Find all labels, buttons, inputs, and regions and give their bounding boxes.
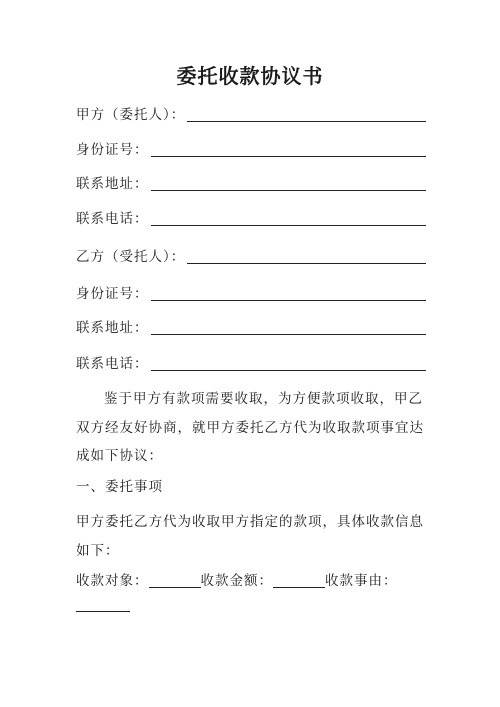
- party-b-name-blank[interactable]: [187, 247, 426, 264]
- party-b-name-field: [76, 245, 426, 267]
- party-b-address-field: [76, 316, 426, 338]
- section-1-text: 甲方委托乙方代为收取甲方指定的款项，具体收款信息如下：: [76, 514, 424, 559]
- collection-info-row: [76, 571, 426, 591]
- party-a-address-field: [76, 172, 426, 194]
- party-b-phone-blank[interactable]: [151, 354, 427, 371]
- party-a-name-blank[interactable]: [187, 105, 426, 122]
- party-a-phone-field: [76, 207, 426, 229]
- party-a-address-blank[interactable]: [151, 174, 427, 191]
- party-b-phone-label: 联系电话：: [76, 356, 149, 372]
- collection-reason-blank[interactable]: [76, 611, 130, 612]
- preamble-paragraph: 鉴于甲方有款项需要收取，为方便款项收取，甲乙双方经友好协商，就甲方委托乙方代为收取款项事宜达成如下协议：: [76, 391, 424, 464]
- party-a-name-field: [76, 103, 426, 125]
- party-b-id-blank[interactable]: [151, 284, 427, 301]
- party-b-address-label: 联系地址：: [76, 320, 149, 336]
- collection-target-blank[interactable]: [149, 571, 201, 588]
- party-b-phone-field: [76, 352, 426, 374]
- collection-target-label: 收款对象：: [76, 573, 149, 589]
- party-a-id-label: 身份证号：: [76, 142, 149, 158]
- party-a-address-label: 联系地址：: [76, 176, 149, 192]
- party-a-phone-blank[interactable]: [151, 209, 427, 226]
- party-a-id-field: [76, 138, 426, 160]
- party-a-id-blank[interactable]: [151, 140, 427, 157]
- party-a-phone-label: 联系电话：: [76, 211, 149, 227]
- collection-reason-label: 收款事由：: [325, 573, 398, 589]
- document-title: 委托收款协议书: [176, 64, 324, 88]
- party-b-id-field: [76, 282, 426, 304]
- collection-amount-blank[interactable]: [273, 571, 325, 588]
- party-b-id-label: 身份证号：: [76, 286, 149, 302]
- collection-amount-label: 收款金额：: [200, 573, 273, 589]
- party-b-name-label: 乙方（受托人）：: [76, 249, 186, 265]
- party-a-name-label: 甲方（委托人）：: [76, 107, 186, 123]
- party-b-address-blank[interactable]: [151, 318, 427, 335]
- section-1-heading: 一、委托事项: [76, 479, 163, 495]
